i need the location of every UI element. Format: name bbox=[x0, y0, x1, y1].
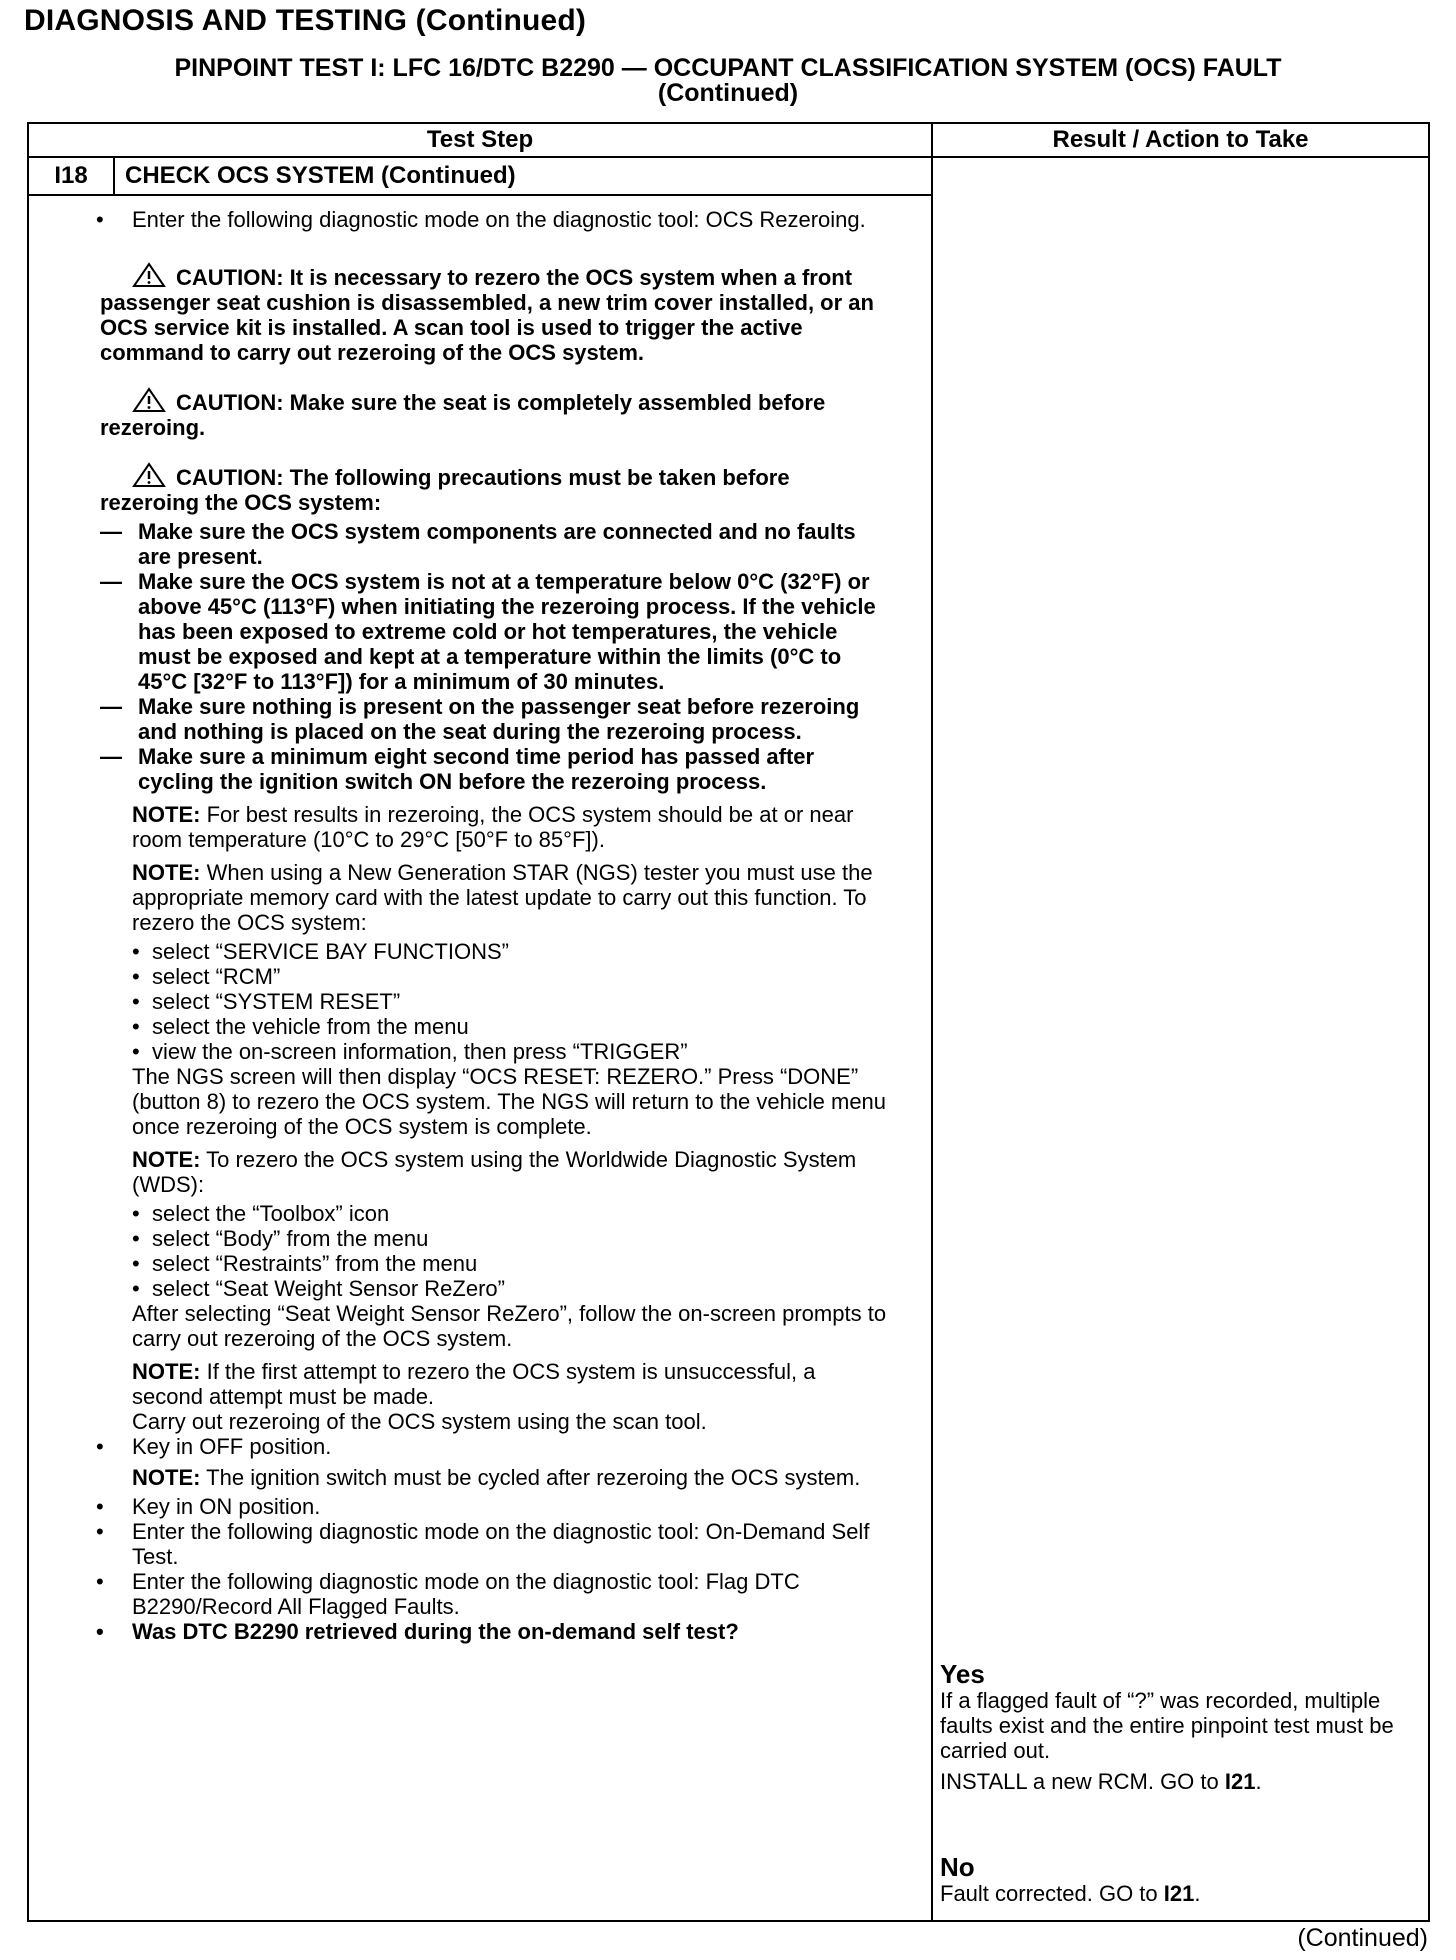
note-label: NOTE: bbox=[132, 860, 201, 885]
wds-after-text: After selecting “Seat Weight Sensor ReZero”, follow the on-screen prompts to carry out rezeroing of the OCS system. bbox=[132, 1301, 887, 1351]
result-no-action-end: . bbox=[1194, 1881, 1201, 1906]
precaution-item: — Make sure a minimum eight second time period has passed after cycling the ignition switch ON before the rezeroing process. bbox=[100, 744, 892, 794]
step-key-off: • Key in OFF position. bbox=[132, 1434, 892, 1459]
ngs-step: • select “RCM” bbox=[132, 964, 892, 989]
note-5 bbox=[132, 1465, 892, 1490]
warning-triangle-icon bbox=[132, 262, 166, 288]
caution-2 bbox=[100, 387, 892, 440]
caution-1-text: CAUTION: It is necessary to rezero the OCS system when a front passenger seat cushion is disassembled, a new trim cover installed, or an OCS service kit is installed. A scan tool is used to trigger the active command to carry out rezeroing of the OCS system. bbox=[100, 265, 874, 365]
step-key-on: • Key in ON position. bbox=[132, 1494, 892, 1519]
result-yes-action-end: . bbox=[1255, 1769, 1262, 1794]
result-no-action-text: Fault corrected. GO to bbox=[940, 1881, 1164, 1906]
note-3 bbox=[132, 1147, 892, 1197]
wds-step: • select “Body” from the menu bbox=[132, 1226, 892, 1251]
caution-3 bbox=[100, 462, 892, 515]
result-yes bbox=[940, 1660, 1420, 1794]
note-4 bbox=[132, 1359, 892, 1409]
result-no-action-ref: I21 bbox=[1163, 1881, 1195, 1906]
ngs-step: • select the vehicle from the menu bbox=[132, 1014, 892, 1039]
result-yes-label: Yes bbox=[940, 1659, 985, 1689]
continued-footer: (Continued) bbox=[1297, 1924, 1428, 1952]
note-4-text: If the first attempt to rezero the OCS system is unsuccessful, a second attempt must be made. bbox=[132, 1359, 816, 1409]
note-1-text: For best results in rezeroing, the OCS system should be at or near room temperature (10°C to 29°C [50°F to 85°F]). bbox=[132, 802, 854, 852]
wds-step: • select “Restraints” from the menu bbox=[132, 1251, 892, 1276]
step-number: I18 bbox=[54, 162, 88, 189]
step-flag-dtc: • Enter the following diagnostic mode on the diagnostic tool: Flag DTC B2290/Record All Flagged Faults. bbox=[132, 1569, 892, 1619]
result-yes-action-ref: I21 bbox=[1224, 1769, 1256, 1794]
result-yes-action-text: INSTALL a new RCM. GO to bbox=[940, 1769, 1225, 1794]
column-header-test-step: Test Step bbox=[426, 126, 534, 153]
note-label: NOTE: bbox=[132, 1359, 201, 1384]
warning-triangle-icon bbox=[132, 462, 166, 488]
precaution-list bbox=[100, 519, 892, 794]
note-3-text: To rezero the OCS system using the Worldwide Diagnostic System (WDS): bbox=[132, 1147, 857, 1197]
result-no bbox=[940, 1853, 1420, 1906]
note-label: NOTE: bbox=[132, 802, 201, 827]
note-2 bbox=[132, 860, 892, 935]
page-title: DIAGNOSIS AND TESTING (Continued) bbox=[24, 4, 587, 37]
result-no-label: No bbox=[940, 1852, 975, 1882]
pinpoint-test-title-line1: PINPOINT TEST I: LFC 16/DTC B2290 — OCCUPANT CLASSIFICATION SYSTEM (OCS) FAULT bbox=[174, 54, 1282, 82]
note-5-text: The ignition switch must be cycled after rezeroing the OCS system. bbox=[206, 1465, 861, 1490]
note-2-text: When using a New Generation STAR (NGS) tester you must use the appropriate memory card with the latest update to carry out this function. To rezero the OCS system: bbox=[132, 860, 873, 935]
caution-2-text: CAUTION: Make sure the seat is completely assembled before rezeroing. bbox=[100, 390, 826, 440]
wds-step-list bbox=[132, 1201, 892, 1301]
step-number-divider bbox=[113, 158, 115, 194]
wds-step: • select “Seat Weight Sensor ReZero” bbox=[132, 1276, 892, 1301]
precaution-item: — Make sure nothing is present on the passenger seat before rezeroing and nothing is placed on the seat during the rezeroing process. bbox=[100, 694, 892, 744]
wds-step: • select the “Toolbox” icon bbox=[132, 1201, 892, 1226]
note-1 bbox=[132, 802, 892, 852]
caution-3-text: CAUTION: The following precautions must be taken before rezeroing the OCS system: bbox=[100, 465, 790, 515]
step-row bbox=[29, 158, 931, 196]
caution-1 bbox=[100, 262, 892, 365]
ngs-step: • select “SYSTEM RESET” bbox=[132, 989, 892, 1014]
result-yes-text: If a flagged fault of “?” was recorded, multiple faults exist and the entire pinpoint test must be carried out. bbox=[940, 1688, 1394, 1763]
precaution-item: — Make sure the OCS system components are connected and no faults are present. bbox=[100, 519, 892, 569]
ngs-step-list bbox=[132, 939, 892, 1064]
column-divider bbox=[931, 124, 933, 1920]
ngs-step: • view the on-screen information, then press “TRIGGER” bbox=[132, 1039, 892, 1064]
pinpoint-test-title-line2: (Continued) bbox=[657, 79, 799, 107]
step-title: CHECK OCS SYSTEM (Continued) bbox=[125, 162, 516, 189]
ngs-step: • select “SERVICE BAY FUNCTIONS” bbox=[132, 939, 892, 964]
step-enter-rezero: • Enter the following diagnostic mode on the diagnostic tool: OCS Rezeroing. bbox=[132, 207, 892, 232]
note-label: NOTE: bbox=[132, 1147, 201, 1172]
test-step-content bbox=[100, 207, 892, 1644]
carry-out-text: Carry out rezeroing of the OCS system using the scan tool. bbox=[132, 1409, 707, 1434]
result-yes-action bbox=[940, 1769, 1420, 1794]
result-no-action bbox=[940, 1881, 1420, 1906]
step-question: • Was DTC B2290 retrieved during the on-demand self test? bbox=[132, 1619, 892, 1644]
precaution-item: — Make sure the OCS system is not at a temperature below 0°C (32°F) or above 45°C (113°F) when initiating the rezeroing process. If the vehicle has been exposed to extreme cold or hot temperatures, the vehicle must be exposed and kept at a temperature within the limits (0°C to 45°C [32°F to 113°F]) for a minimum of 30 minutes. bbox=[100, 569, 892, 694]
step-self-test: • Enter the following diagnostic mode on the diagnostic tool: On-Demand Self Test. bbox=[132, 1519, 892, 1569]
note-label: NOTE: bbox=[132, 1465, 201, 1490]
warning-triangle-icon bbox=[132, 387, 166, 413]
pinpoint-test-title bbox=[28, 56, 1428, 106]
column-header-result: Result / Action to Take bbox=[1052, 126, 1309, 153]
ngs-after-text: The NGS screen will then display “OCS RESET: REZERO.” Press “DONE” (button 8) to rezero the OCS system. The NGS will return to the vehicle menu once rezeroing of the OCS system is complete. bbox=[132, 1064, 887, 1139]
